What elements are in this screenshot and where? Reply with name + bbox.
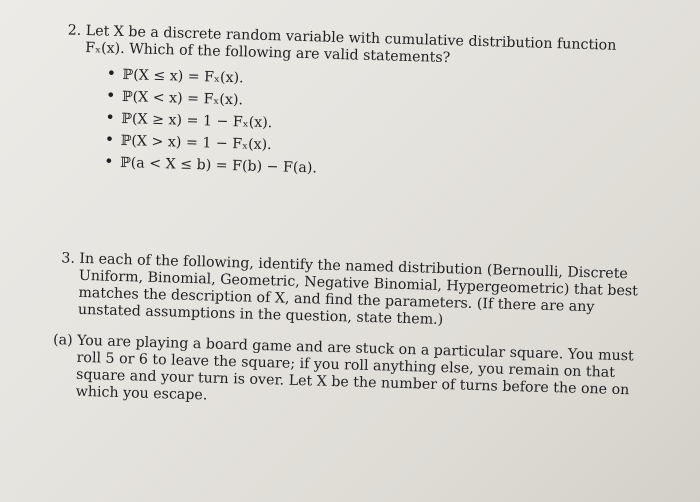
statement-item: • ℙ(X > x) = 1 − Fₓ(x). [104, 132, 648, 165]
statement-item: • ℙ(X < x) = Fₓ(x). [106, 88, 650, 121]
statement-item: • ℙ(X ≤ x) = Fₓ(x). [106, 66, 650, 99]
problem-2-text: Let X be a discrete random variable with cumulative distribution function Fₓ(x). Which of the following are valid statements? [85, 22, 617, 67]
problem-3-part-a [41, 332, 643, 417]
part-a-text: You are playing a board game and are stuck on a particular square. You must roll 5 or 6 to leave the square; if you roll anything else, you remain on that square and your turn is over. Let X be the number of turns before the one on which you escape. [75, 332, 634, 404]
problem-3-text: In each of the following, identify the named distribution (Bernoulli, Discrete Uniform, Binomial, Geometric, Negative Binomial, Hypergeometric) that best matches the description of X, and find the parameters. (If there are any unstated assumptions in the question, state them.) [77, 250, 639, 329]
problem-3-number: 3. [61, 250, 76, 267]
statement-item: • ℙ(X ≥ x) = 1 − Fₓ(x). [105, 110, 649, 143]
problem-2 [48, 22, 652, 187]
problem-2-number: 2. [67, 22, 82, 39]
statement-list [82, 65, 651, 187]
part-a-label: (a) [52, 332, 73, 349]
homework-page [41, 22, 651, 417]
problem-3 [44, 250, 646, 335]
statement-item: • ℙ(a < X ≤ b) = F(b) − F(a). [104, 154, 648, 187]
